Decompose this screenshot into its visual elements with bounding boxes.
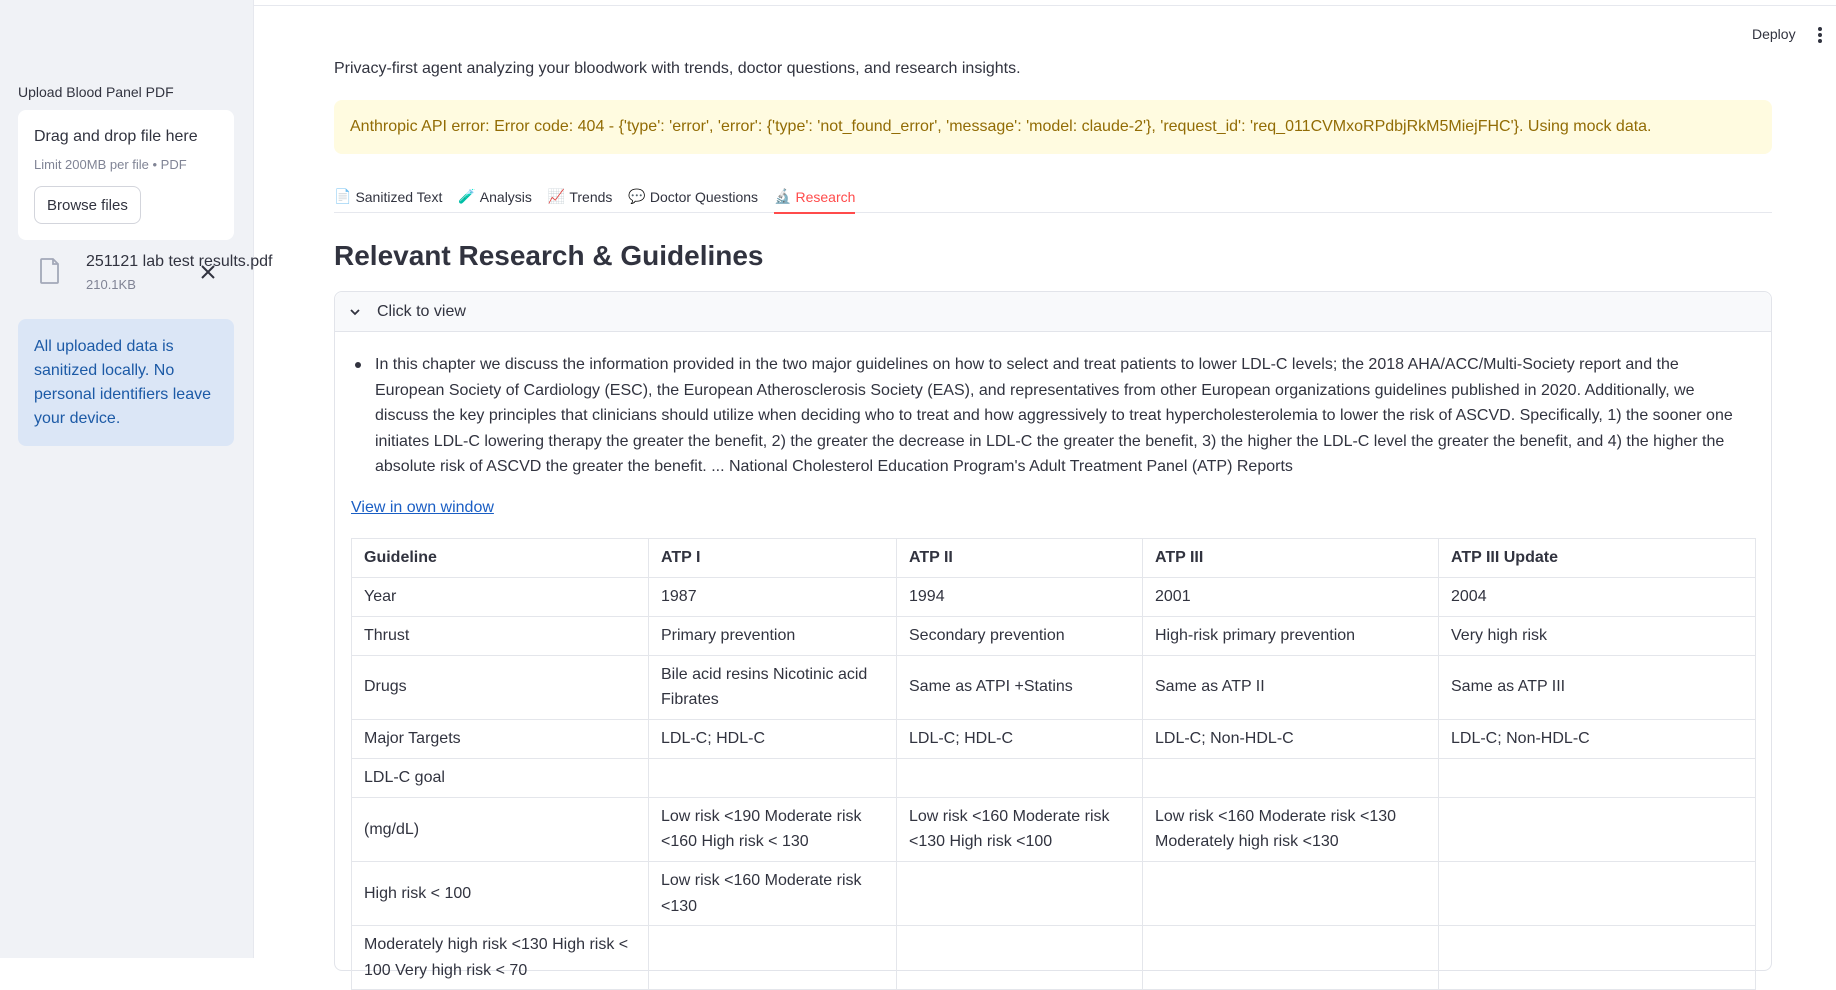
browse-files-button[interactable]: Browse files xyxy=(34,186,141,224)
table-cell: Bile acid resins Nicotinic acid Fibrates xyxy=(649,655,897,719)
table-cell: Same as ATPI +Statins xyxy=(897,655,1143,719)
table-cell: 1994 xyxy=(897,577,1143,616)
uploaded-file xyxy=(18,248,273,298)
table-row xyxy=(352,655,1756,719)
table-cell: Secondary prevention xyxy=(897,616,1143,655)
table-row xyxy=(352,758,1756,797)
tab-label: Trends xyxy=(569,188,613,205)
upload-label: Upload Blood Panel PDF xyxy=(18,84,174,100)
tab-research[interactable] xyxy=(774,180,855,213)
table-cell xyxy=(649,758,897,797)
research-expander xyxy=(334,291,1772,979)
dropzone-limit: Limit 200MB per file • PDF xyxy=(34,157,187,172)
column-header: ATP I xyxy=(649,539,897,578)
table-cell xyxy=(897,926,1143,990)
file-size: 210.1KB xyxy=(86,277,136,292)
main-menu-icon[interactable] xyxy=(1812,24,1828,46)
column-header: ATP III xyxy=(1143,539,1439,578)
table-cell xyxy=(1143,861,1439,925)
table-cell: LDL-C; HDL-C xyxy=(897,719,1143,758)
table-row xyxy=(352,926,1756,990)
table-cell xyxy=(649,926,897,990)
table-cell: Drugs xyxy=(352,655,649,719)
column-header: ATP II xyxy=(897,539,1143,578)
research-bullet: In this chapter we discuss the information provided in the two major guidelines on how to select and treat patients to lower LDL-C levels; the 2018 AHA/ACC/Multi-Society report and the European Society of Cardiology (ESC), the European Atherosclerosis Society (EAS), and representatives from other European organizations guidelines published in 2020. Additionally, we discuss the key principles that clinicians should utilize when deciding who to treat and how aggressively to treat hypercholesterolemia to lower the risk of ASCVD. Specifically, 1) the sooner one initiates LDL-C lowering therapy the greater the benefit, 2) the greater the decrease in LDL-C the greater the benefit, 3) the higher the LDL-C level the greater the benefit, and 4) the higher the absolute risk of ASCVD the greater the benefit. ... National Cholesterol Education Program's Adult Treatment Panel (ATP) Reports xyxy=(375,352,1745,480)
table-cell xyxy=(1439,797,1756,861)
table-cell: LDL-C; Non-HDL-C xyxy=(1143,719,1439,758)
test-tube-icon: 🧪 xyxy=(458,188,476,204)
tab-doctor-questions[interactable] xyxy=(628,180,758,213)
file-dropzone[interactable] xyxy=(18,110,234,240)
table-cell: High risk < 100 xyxy=(352,861,649,925)
table-cell: Thrust xyxy=(352,616,649,655)
table-cell: Low risk <160 Moderate risk <130 xyxy=(649,861,897,925)
privacy-info-box: All uploaded data is sanitized locally. No personal identifiers leave your device. xyxy=(18,319,234,446)
table-cell: Moderately high risk <130 High risk < 100 Very high risk < 70 xyxy=(352,926,649,990)
column-header: Guideline xyxy=(352,539,649,578)
table-cell: 2001 xyxy=(1143,577,1439,616)
table-cell: Major Targets xyxy=(352,719,649,758)
table-row xyxy=(352,616,1756,655)
table-row xyxy=(352,719,1756,758)
tab-trends[interactable] xyxy=(548,180,613,213)
table-cell: 1987 xyxy=(649,577,897,616)
tab-label: Analysis xyxy=(479,188,532,205)
table-cell xyxy=(1439,861,1756,925)
tab-label: Sanitized Text xyxy=(355,188,443,205)
table-cell: LDL-C; Non-HDL-C xyxy=(1439,719,1756,758)
table-cell: Low risk <190 Moderate risk <160 High risk < 130 xyxy=(649,797,897,861)
file-name: 251121 lab test results.pdf xyxy=(86,253,273,270)
top-header-bar xyxy=(254,0,1836,6)
view-in-own-window-link[interactable]: View in own window xyxy=(351,499,494,516)
table-cell: Low risk <160 Moderate risk <130 Moderately high risk <130 xyxy=(1143,797,1439,861)
tab-sanitized-text[interactable] xyxy=(334,180,442,213)
tab-label: Research xyxy=(795,188,856,205)
section-heading: Relevant Research & Guidelines xyxy=(334,240,764,271)
table-cell: Same as ATP III xyxy=(1439,655,1756,719)
table-cell: Year xyxy=(352,577,649,616)
tab-bar xyxy=(334,180,1772,213)
table-cell: High-risk primary prevention xyxy=(1143,616,1439,655)
sidebar xyxy=(0,0,273,958)
table-cell: (mg/dL) xyxy=(352,797,649,861)
tab-label: Doctor Questions xyxy=(649,188,759,205)
table-cell: LDL-C; HDL-C xyxy=(649,719,897,758)
tab-analysis[interactable] xyxy=(458,180,532,213)
table-cell xyxy=(897,861,1143,925)
chart-icon: 📈 xyxy=(547,188,566,204)
table-cell: Very high risk xyxy=(1439,616,1756,655)
page-icon: 📄 xyxy=(334,188,352,204)
table-cell xyxy=(1143,926,1439,990)
table-row xyxy=(352,797,1756,861)
file-icon xyxy=(40,258,60,284)
guidelines-table xyxy=(351,538,1756,990)
column-header: ATP III Update xyxy=(1439,539,1756,578)
speech-bubble-icon: 💬 xyxy=(628,188,646,204)
expander-header[interactable] xyxy=(335,292,1771,332)
microscope-icon: 🔬 xyxy=(774,188,792,204)
table-cell: Same as ATP II xyxy=(1143,655,1439,719)
api-error-warning: Anthropic API error: Error code: 404 - {'type': 'error', 'error': {'type': 'not_found_error', 'message': 'model: claude-2'}, 'request_id': 'req_011CVMxoRPdbjRkM5MiejFHC'}. Using mock data. xyxy=(334,100,1772,154)
table-cell: LDL-C goal xyxy=(352,758,649,797)
table-row xyxy=(352,861,1756,925)
dropzone-title: Drag and drop file here xyxy=(34,128,198,145)
table-cell: Low risk <160 Moderate risk <130 High risk <100 xyxy=(897,797,1143,861)
chevron-down-icon xyxy=(349,306,361,318)
table-cell: 2004 xyxy=(1439,577,1756,616)
table-row xyxy=(352,577,1756,616)
table-cell xyxy=(1439,926,1756,990)
table-header-row xyxy=(352,539,1756,578)
table-cell xyxy=(1143,758,1439,797)
app-caption: Privacy-first agent analyzing your bloodwork with trends, doctor questions, and research insights. xyxy=(334,60,1021,77)
remove-file-close-icon[interactable] xyxy=(198,262,218,282)
table-cell: Primary prevention xyxy=(649,616,897,655)
table-cell xyxy=(897,758,1143,797)
expander-label: Click to view xyxy=(377,302,466,320)
table-cell xyxy=(1439,758,1756,797)
deploy-button[interactable]: Deploy xyxy=(1752,26,1796,42)
